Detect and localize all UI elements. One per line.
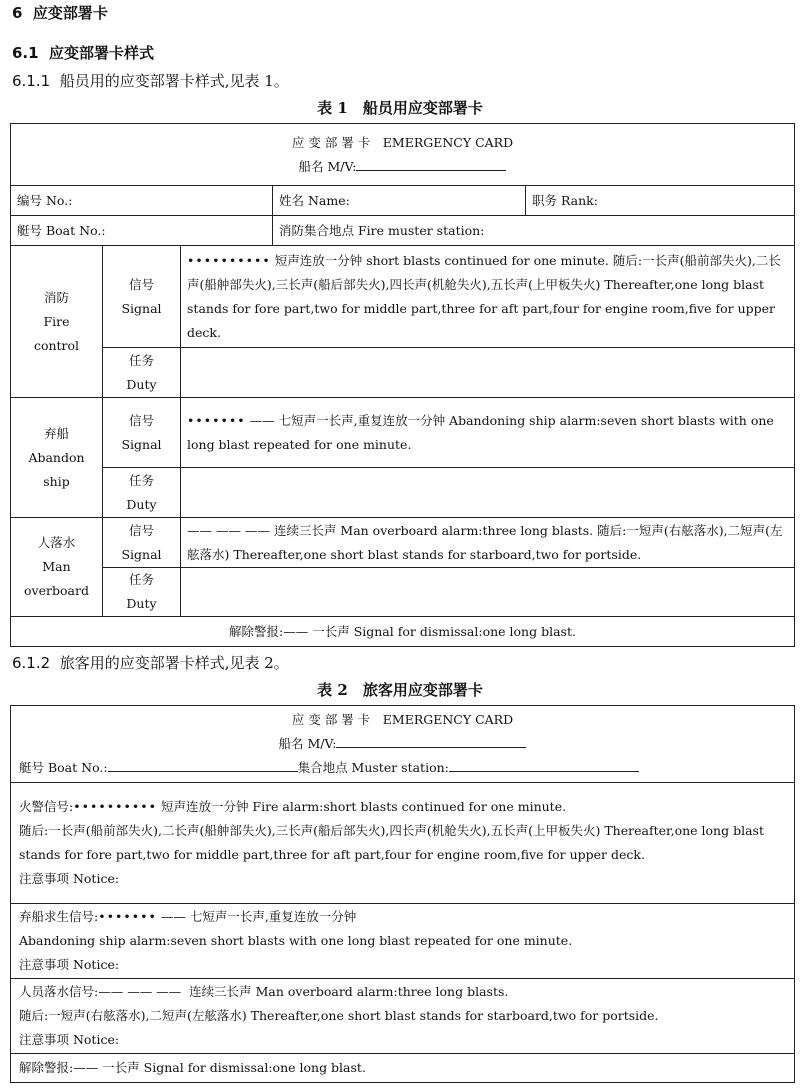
signal-en: Signal bbox=[121, 300, 162, 316]
fire-label-en1: Fire bbox=[43, 313, 70, 329]
abandon-notice: 注意事项 Notice: bbox=[19, 957, 120, 972]
ship-name-line bbox=[17, 155, 788, 179]
man-overboard-section bbox=[11, 979, 795, 1054]
card-header bbox=[11, 706, 795, 783]
ship-name-label: 船名 M/V: bbox=[278, 736, 337, 751]
overboard-label-cn: 人落水 bbox=[37, 535, 76, 550]
abandon-duty-blank bbox=[181, 468, 795, 518]
paragraph-number: 6.1.1 bbox=[12, 72, 51, 90]
abandon-duty-label bbox=[103, 468, 181, 518]
fire-notice: 注意事项 Notice: bbox=[19, 871, 120, 886]
overboard-text: 连续三长声 Man overboard alarm:three long blasts. bbox=[189, 984, 509, 999]
table1-caption: 表 1 船员用应变部署卡 bbox=[317, 99, 483, 117]
subsection-number: 6.1 bbox=[12, 44, 39, 62]
abandon-line bbox=[19, 905, 786, 929]
overboard-line bbox=[19, 980, 786, 1004]
boat-number-field: 艇号 Boat No.: bbox=[11, 216, 273, 246]
overboard-label-en2: overboard bbox=[24, 583, 89, 598]
signal-en: Signal bbox=[121, 546, 162, 562]
short-blast-dots: •••••••••• bbox=[73, 799, 157, 814]
signal-en: Signal bbox=[121, 436, 162, 452]
abandon-ship-label bbox=[11, 398, 103, 518]
paragraph-611 bbox=[12, 70, 289, 91]
overboard-signal-description: 连续三长声 Man overboard alarm:three long blasts. 随后:一短声(右舷落水),二短声(左舷落水) Thereafter,one short blast stands for starboard,two for portside. bbox=[187, 522, 783, 562]
duty-en: Duty bbox=[126, 496, 157, 512]
duty-cn: 任务 bbox=[128, 352, 154, 368]
overboard-thereafter: 随后:一短声(右舷落水),二短声(左舷落水) Thereafter,one short blast stands for starboard,two for portside. bbox=[19, 1008, 659, 1023]
muster-station-label: 集合地点 Muster station: bbox=[297, 760, 449, 775]
passenger-emergency-card bbox=[10, 705, 795, 1083]
fire-alarm-line bbox=[19, 795, 786, 819]
section-number: 6 bbox=[12, 4, 23, 22]
overboard-label-en1: Man bbox=[42, 559, 71, 574]
boat-muster-line bbox=[19, 756, 786, 780]
ship-name-blank bbox=[356, 170, 506, 171]
duty-en: Duty bbox=[126, 376, 157, 392]
overboard-signal-text bbox=[181, 518, 795, 568]
duty-cn: 任务 bbox=[128, 472, 154, 488]
abandon-signal-text bbox=[181, 398, 795, 468]
duty-cn: 任务 bbox=[128, 572, 154, 587]
fire-duty-blank bbox=[181, 348, 795, 398]
fire-signal-label bbox=[103, 246, 181, 348]
abandon-label-en1: Abandon bbox=[28, 449, 85, 465]
abandon-label-cn: 弃船 bbox=[43, 425, 69, 441]
short-blast-dots: ••••••• bbox=[187, 412, 246, 428]
fire-muster-field: 消防集合地点 Fire muster station: bbox=[273, 216, 795, 246]
section-heading bbox=[12, 2, 108, 23]
abandon-label-en2: ship bbox=[43, 473, 70, 489]
card-title: 应 变 部 署 卡 EMERGENCY CARD bbox=[291, 134, 514, 150]
rank-field: 职务 Rank: bbox=[526, 186, 795, 216]
long-blast-dash: —— bbox=[160, 909, 186, 924]
fire-control-label bbox=[11, 246, 103, 398]
fire-alarm-text: 短声连放一分钟 Fire alarm:short blasts continued for one minute. bbox=[160, 799, 567, 814]
paragraph-number: 6.1.2 bbox=[12, 654, 51, 672]
abandon-text: 七短声一长声,重复连放一分钟 bbox=[189, 909, 357, 924]
abandon-signal-description: 七短声一长声,重复连放一分钟 Abandoning ship alarm:seven short blasts with one long blast repeated for one minute. bbox=[187, 412, 774, 452]
fire-alarm-label: 火警信号: bbox=[19, 799, 74, 814]
abandon-signal-label bbox=[103, 398, 181, 468]
muster-station-blank bbox=[449, 771, 639, 772]
ship-name-blank bbox=[336, 747, 526, 748]
card-header bbox=[11, 124, 795, 186]
long-blast-dashes: —— —— —— bbox=[187, 522, 270, 538]
short-blast-dots: ••••••• bbox=[98, 909, 157, 924]
long-blast-dash: —— bbox=[249, 412, 275, 428]
name-field: 姓名 Name: bbox=[273, 186, 526, 216]
boat-number-blank bbox=[108, 771, 298, 772]
overboard-label: 人员落水信号: bbox=[19, 984, 99, 999]
duty-en: Duty bbox=[126, 596, 157, 611]
crew-emergency-card bbox=[10, 123, 795, 647]
long-blast-dashes: —— —— —— bbox=[98, 984, 182, 999]
table2-caption: 表 2 旅客用应变部署卡 bbox=[317, 681, 483, 699]
short-blast-dots: •••••••••• bbox=[187, 252, 271, 268]
fire-signal-text bbox=[181, 246, 795, 348]
boat-number-label: 艇号 Boat No.: bbox=[19, 760, 108, 775]
signal-cn: 信号 bbox=[128, 522, 154, 538]
fire-signal-description: 短声连放一分钟 short blasts continued for one minute. 随后:一长声(船前部失火),二长声(船舯部失火),三长声(船后部失火),四长声(机舱失火),五长声(上甲板失火) Thereafter,one long blast stands for fore part,two for middle part,three for aft part,four for engine room,five for upper deck. bbox=[187, 252, 781, 340]
subsection-heading bbox=[12, 42, 154, 63]
fire-alarm-section bbox=[11, 783, 795, 904]
abandon-english: Abandoning ship alarm:seven short blasts with one long blast repeated for one minute. bbox=[19, 933, 573, 948]
overboard-duty-blank bbox=[181, 568, 795, 617]
paragraph-text: 旅客用的应变部署卡样式,见表 2。 bbox=[59, 654, 289, 672]
number-field: 编号 No.: bbox=[11, 186, 273, 216]
ship-name-label: 船名 M/V: bbox=[298, 158, 357, 174]
overboard-duty-label bbox=[103, 568, 181, 617]
fire-label-en2: control bbox=[33, 337, 80, 353]
section-title: 应变部署卡 bbox=[32, 4, 108, 22]
abandon-label: 弃船求生信号: bbox=[19, 909, 99, 924]
overboard-signal-label bbox=[103, 518, 181, 568]
signal-cn: 信号 bbox=[128, 412, 154, 428]
signal-cn: 信号 bbox=[128, 276, 154, 292]
overboard-notice: 注意事项 Notice: bbox=[19, 1032, 120, 1047]
man-overboard-label bbox=[11, 518, 103, 617]
dismissal-signal: 解除警报:—— 一长声 Signal for dismissal:one long blast. bbox=[11, 1054, 795, 1083]
fire-duty-label bbox=[103, 348, 181, 398]
fire-label-cn: 消防 bbox=[43, 289, 69, 305]
paragraph-text: 船员用的应变部署卡样式,见表 1。 bbox=[59, 72, 289, 90]
ship-name-line bbox=[19, 732, 786, 756]
card-title: 应 变 部 署 卡 EMERGENCY CARD bbox=[291, 712, 514, 727]
subsection-title: 应变部署卡样式 bbox=[49, 44, 155, 62]
fire-alarm-thereafter: 随后:一长声(船前部失火),二长声(船舯部失火),三长声(船后部失火),四长声(机舱失火),五长声(上甲板失火) Thereafter,one long blast stands for fore part,two for middle part,three for aft part,four for engine room,five for upper deck. bbox=[19, 823, 764, 862]
paragraph-612 bbox=[12, 652, 289, 673]
dismissal-signal: 解除警报:—— 一长声 Signal for dismissal:one long blast. bbox=[11, 617, 795, 647]
abandon-ship-section bbox=[11, 904, 795, 979]
